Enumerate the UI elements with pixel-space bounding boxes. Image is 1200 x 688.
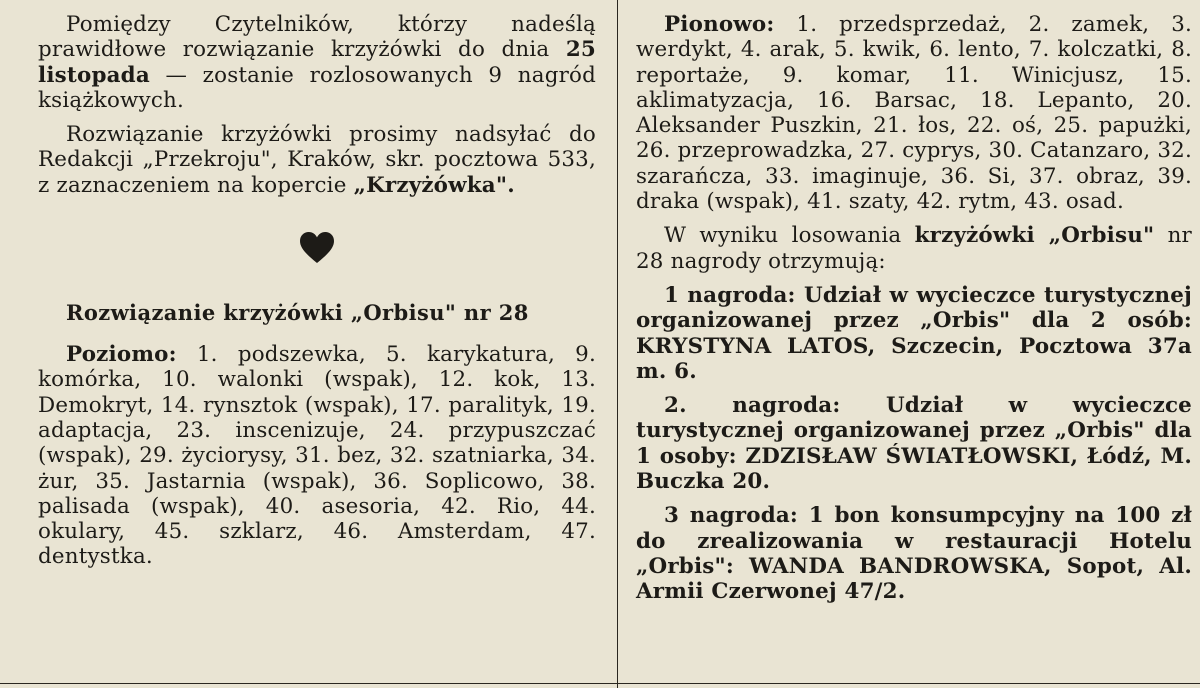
prize-3-text: 3 nagroda: 1 bon konsumpcyjny na 100 zł do zrealizowania w restauracji Hotelu „Orbis": WANDA BANDROWSKA, Sopot, Al. Armii Czerwonej 47/2. (636, 503, 1192, 605)
across-label: Poziomo: (66, 342, 177, 368)
intro-text-end: — zostanie rozlosowanych 9 nagród książkowych. (38, 62, 596, 113)
prize-2-text: 2. nagroda: Udział w wycieczce turystycznej organizowanej przez „Orbis" dla 1 osoby: ZDZISŁAW ŚWIATŁOWSKI, Łódź, M. Buczka 20. (636, 393, 1192, 495)
across-text: 1. podszewka, 5. karykatura, 9. komórka, 10. walonki (wspak), 12. kok, 13. Demokryt, 14. rynsztok (wspak), 17. paralityk, 19. adaptacja, 23. inscenizuje, 24. przypuszczać (wspak), 29. życiorysy, 31. bez, 32. szatniarka, 34. żur, 35. Jastarnia (wspak), 36. Soplicowo, 38. palisada (wspak), 40. asesoria, 42. Rio, 44. okulary, 45. szklarz, 46. Amsterdam, 47. dentystka. (38, 342, 596, 570)
prize-1-text: 1 nagroda: Udział w wycieczce turystycznej organizowanej przez „Orbis" dla 2 osób: KRYSTYNA LATOS, Szczecin, Pocztowa 37a m. 6. (636, 282, 1192, 384)
address-text: Rozwiązanie krzyżówki prosimy nadsyłać do Redakcji „Przekroju", Kraków, skr. pocztowa 533, z zaznaczeniem na kopercie (38, 122, 596, 198)
draw-intro-bold: krzyżówki „Orbisu" (914, 223, 1155, 249)
column-divider (617, 0, 618, 688)
intro-paragraph (38, 12, 596, 113)
bottom-rule (0, 683, 1200, 684)
right-column (636, 12, 1192, 605)
down-label: Pionowo: (664, 12, 775, 37)
draw-intro-start: W wyniku losowania (664, 223, 915, 249)
draw-intro (636, 223, 1192, 274)
prize-1 (636, 283, 1192, 384)
intro-text-start: Pomiędzy Czytelników, którzy nadeślą prawidłowe rozwiązanie krzyżówki do dnia (38, 12, 596, 63)
envelope-mark: „Krzyżówka". (353, 172, 515, 198)
across-answers (38, 342, 596, 570)
draw-intro-end: nr 28 nagrody otrzymują: (636, 223, 1192, 274)
address-paragraph (38, 122, 596, 198)
prize-2 (636, 393, 1192, 494)
solution-heading: Rozwiązanie krzyżówki „Orbisu" nr 28 (66, 300, 529, 326)
down-text: 1. przedsprzedaż, 2. zamek, 3. werdykt, 4. arak, 5. kwik, 6. lento, 7. kolczatki, 8. reportaże, 9. komar, 11. Winicjusz, 15. aklimatyzacja, 16. Barsac, 18. Lepanto, 20. Aleksander Puszkin, 21. łos, 22. oś, 25. papużki, 26. przeprowadzka, 27. cyprys, 30. Catanzaro, 32. szarańcza, 33. imaginuje, 36. Si, 37. obraz, 39. draka (wspak), 41. szaty, 42. rytm, 43. osad. (636, 12, 1192, 215)
down-answers (636, 12, 1192, 214)
left-column (38, 12, 596, 570)
prize-3 (636, 503, 1192, 604)
heart-icon (300, 232, 334, 264)
intro-deadline: 25 listopada (38, 37, 596, 88)
